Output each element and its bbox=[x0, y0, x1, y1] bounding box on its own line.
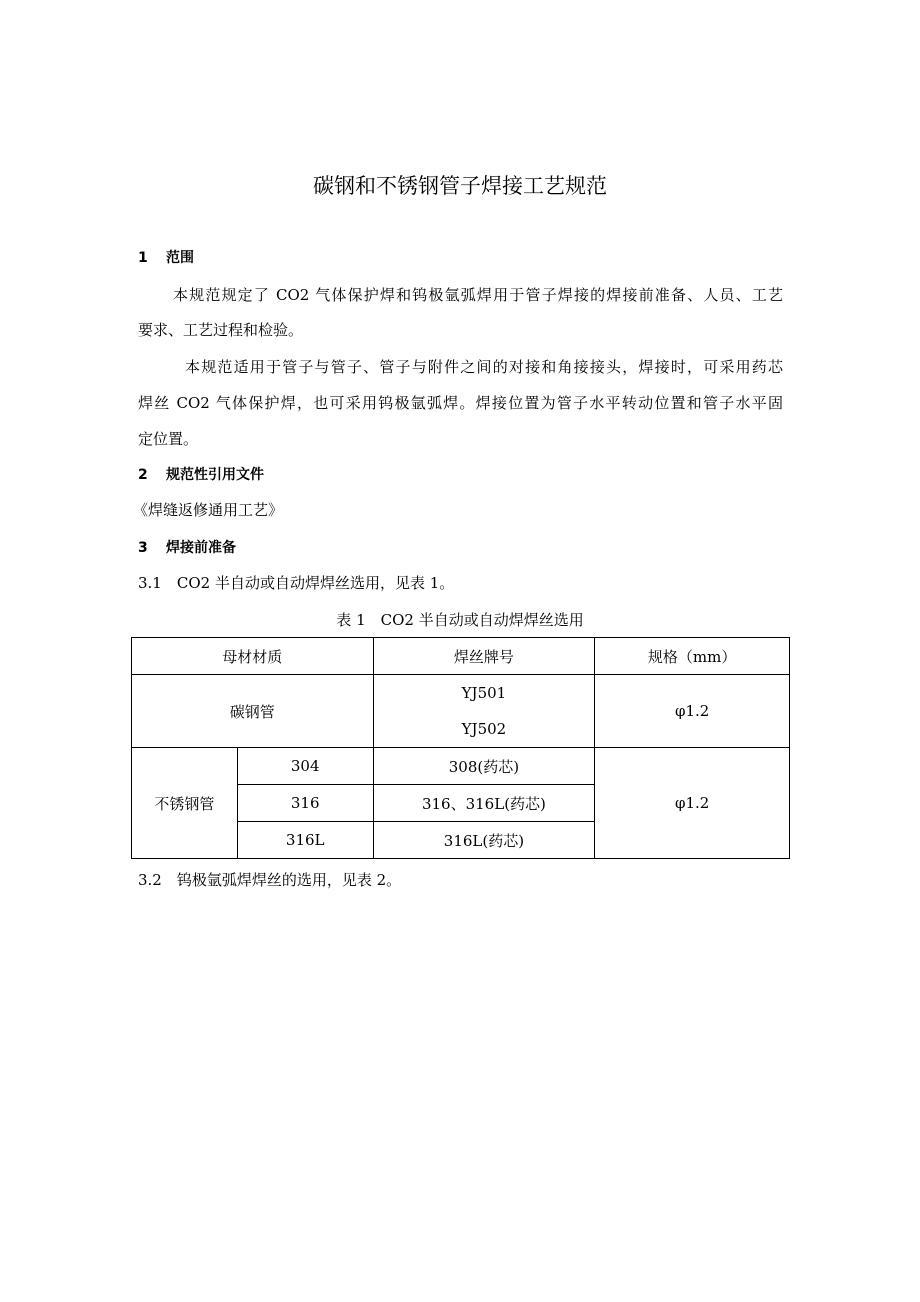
spec-cell: φ1.2 bbox=[595, 675, 790, 748]
paragraph-line: 本规范适用于管子与管子、管子与附件之间的对接和角接接头，焊接时，可采用药芯 bbox=[185, 358, 783, 376]
wire-selection-table bbox=[131, 637, 790, 859]
header-cell: 规格（mm） bbox=[595, 638, 790, 675]
reference-document: 《焊缝返修通用工艺》 bbox=[133, 501, 284, 519]
section-number: 1 bbox=[138, 250, 148, 266]
section-title: 规范性引用文件 bbox=[166, 467, 264, 483]
section-heading-scope bbox=[138, 248, 194, 268]
section-number: 2 bbox=[138, 467, 148, 483]
table-row bbox=[132, 675, 790, 748]
wire-cell: 316、316L(药芯) bbox=[373, 785, 595, 822]
table-header-row bbox=[132, 638, 790, 675]
paragraph-line: 本规范规定了 CO2 气体保护焊和钨极氩弧焊用于管子焊接的焊接前准备、人员、工艺 bbox=[173, 286, 783, 304]
table-row bbox=[132, 748, 790, 785]
spec-cell: φ1.2 bbox=[595, 748, 790, 859]
wire-cell: 316L(药芯) bbox=[373, 822, 595, 859]
wire-grade: YJ502 bbox=[461, 720, 507, 738]
paragraph-line: 定位置。 bbox=[138, 430, 199, 448]
material-cell: 碳钢管 bbox=[132, 675, 374, 748]
section-number: 3 bbox=[138, 540, 148, 556]
section-heading-preparation bbox=[138, 538, 236, 558]
material-cell: 不锈钢管 bbox=[132, 748, 238, 859]
header-cell: 母材材质 bbox=[132, 638, 374, 675]
subsection-3-2: 3.2 钨极氩弧焊焊丝的选用，见表 2。 bbox=[138, 871, 402, 889]
document-title: 碳钢和不锈钢管子焊接工艺规范 bbox=[313, 174, 607, 198]
grade-cell: 304 bbox=[237, 748, 373, 785]
wire-cell bbox=[373, 675, 595, 748]
paragraph-line: 焊丝 CO2 气体保护焊，也可采用钨极氩弧焊。焊接位置为管子水平转动位置和管子水平固 bbox=[138, 394, 783, 412]
section-heading-references bbox=[138, 465, 264, 485]
subsection-3-1: 3.1 CO2 半自动或自动焊焊丝选用，见表 1。 bbox=[138, 574, 455, 592]
wire-cell: 308(药芯) bbox=[373, 748, 595, 785]
table-caption: 表 1 CO2 半自动或自动焊焊丝选用 bbox=[336, 611, 584, 629]
grade-cell: 316 bbox=[237, 785, 373, 822]
paragraph-line: 要求、工艺过程和检验。 bbox=[138, 321, 304, 339]
grade-cell: 316L bbox=[237, 822, 373, 859]
section-title: 焊接前准备 bbox=[166, 540, 236, 556]
header-cell: 焊丝牌号 bbox=[373, 638, 595, 675]
section-title: 范围 bbox=[166, 250, 194, 266]
wire-grade: YJ501 bbox=[461, 684, 507, 702]
